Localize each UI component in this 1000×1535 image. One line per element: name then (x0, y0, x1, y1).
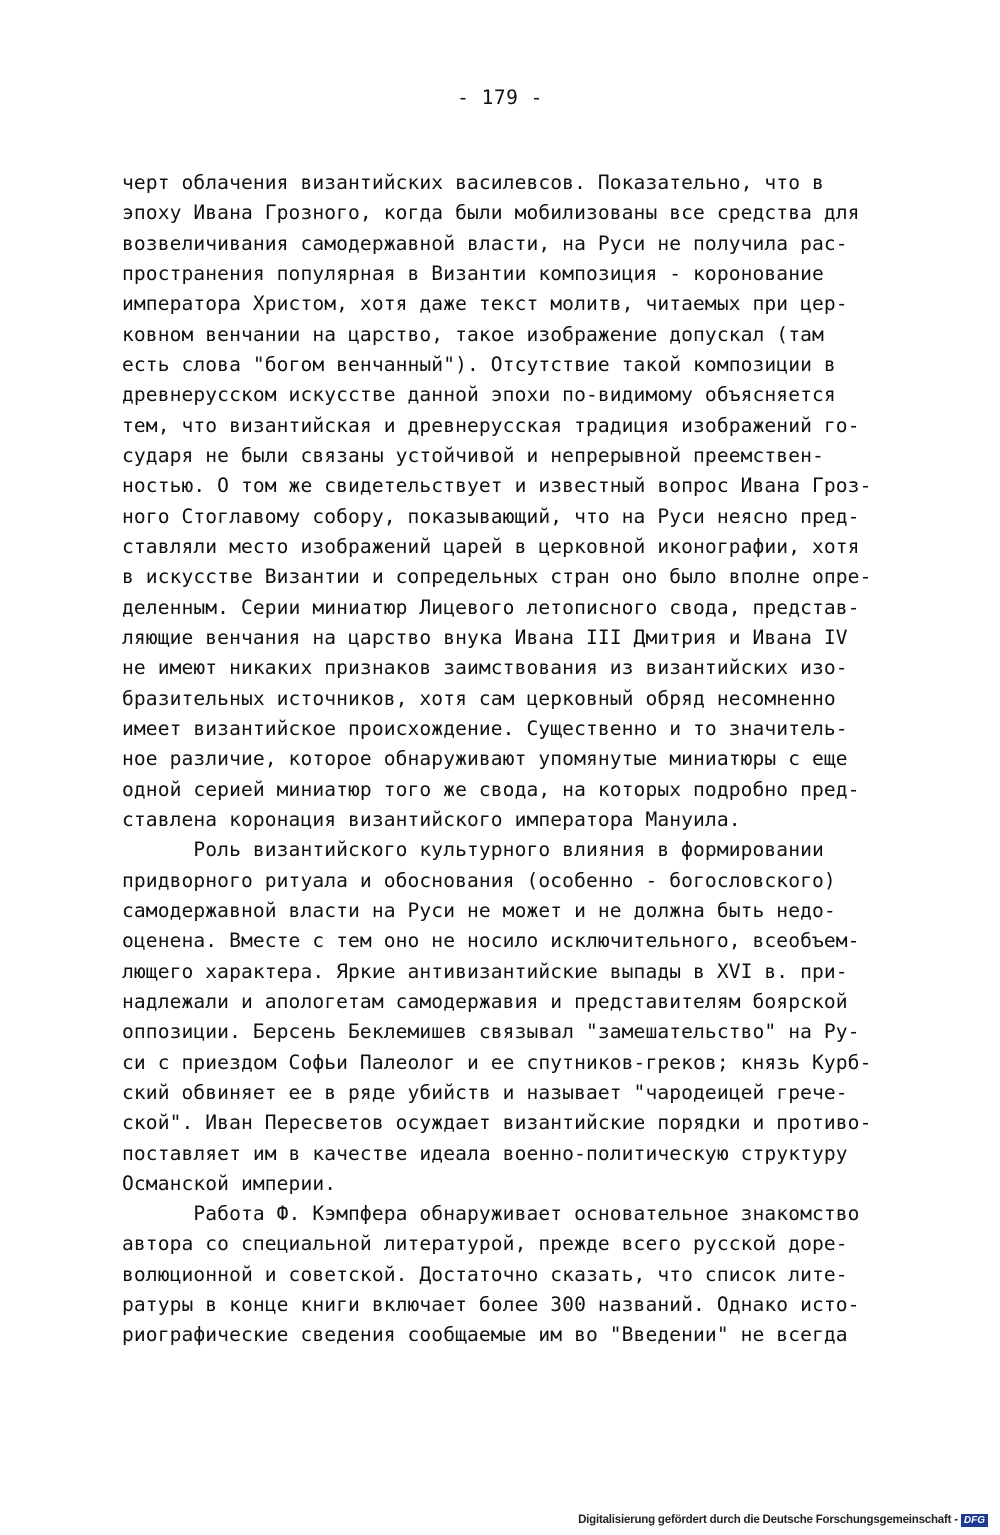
text-line: ковном венчании на царство, такое изображение допускал (там (122, 322, 824, 346)
text-line: не имеют никаких признаков заимствования из византийских изо- (122, 656, 848, 680)
text-line: черт облачения византийских василевсов. Показательно, что в (122, 171, 824, 194)
text-line: ской". Иван Пересветов осуждает византийские порядки и противо- (122, 1111, 872, 1135)
text-line: поставляет им в качестве идеала военно-политическую структуру (122, 1141, 848, 1165)
text-line: оппозиции. Берсень Беклемишев связывал "замешательство" на Ру- (122, 1020, 860, 1044)
text-line: лющего характера. Яркие антивизантийские выпады в XVI в. при- (122, 959, 848, 983)
text-line: придворного ритуала и обоснования (особенно - богословского) (122, 868, 836, 892)
text-line: риографические сведения сообщаемые им во "Введении" не всегда (122, 1323, 848, 1347)
page-number: - 179 - (457, 86, 543, 109)
text-line: имеет византийское происхождение. Существенно и то значитель- (122, 716, 848, 740)
text-line: си с приездом Софьи Палеолог и ее спутников-греков; князь Курб- (122, 1050, 872, 1074)
text-line: самодержавной власти на Руси не может и не должна быть недо- (122, 898, 836, 922)
text-line: ное различие, которое обнаруживают упомянутые миниатюры с еще (122, 747, 848, 771)
text-line: тем, что византийская и древнерусская традиция изображений го- (122, 413, 860, 437)
text-line: волюционной и советской. Достаточно сказать, что список лите- (122, 1262, 848, 1286)
text-line: Роль византийского культурного влияния в формировании (122, 838, 824, 862)
text-line: ставлена коронация византийского императора Мануила. (122, 807, 741, 831)
text-line: ного Стоглавому собору, показывающий, что на Руси неясно пред- (122, 504, 860, 528)
text-line: автора со специальной литературой, прежде всего русской доре- (122, 1232, 848, 1256)
text-line: ратуры в конце книги включает более 300 названий. Однако исто- (122, 1293, 860, 1317)
text-line: древнерусском искусстве данной эпохи по-видимому объясняется (122, 383, 836, 407)
footer-text: Digitalisierung gefördert durch die Deutsche Forschungsgemeinschaft - (578, 1514, 958, 1526)
text-line: эпоху Ивана Грозного, когда были мобилизованы все средства для (122, 201, 860, 225)
text-line: оценена. Вместе с тем оно не носило исключительного, всеобъем- (122, 929, 860, 953)
text-line: ляющие венчания на царство внука Ивана III Дмитрия и Ивана IV (122, 625, 848, 649)
dfg-logo-icon: DFG (961, 1514, 988, 1527)
text-line: одной серией миниатюр того же свода, на которых подробно пред- (122, 777, 860, 801)
digitization-footer (578, 1511, 988, 1529)
text-line: пространения популярная в Византии композиция - коронование (122, 261, 824, 285)
text-line: императора Христом, хотя даже текст молитв, читаемых при цер- (122, 292, 848, 316)
text-line: деленным. Серии миниатюр Лицевого летописного свода, представ- (122, 595, 860, 619)
text-line: надлежали и апологетам самодержавия и представителям боярской (122, 989, 848, 1013)
text-line: бразительных источников, хотя сам церковный обряд несомненно (122, 686, 836, 710)
text-line: сударя не были связаны устойчивой и непрерывной преемствен- (122, 443, 824, 467)
text-line: Османской империи. (122, 1171, 337, 1195)
text-line: в искусстве Византии и сопредельных стран оно было вполне опре- (122, 565, 872, 589)
text-line: есть слова "богом венчанный"). Отсутствие такой композиции в (122, 352, 836, 376)
text-line: ностью. О том же свидетельствует и известный вопрос Ивана Гроз- (122, 474, 872, 498)
text-line: возвеличивания самодержавной власти, на Руси не получила рас- (122, 231, 848, 255)
text-line: ский обвиняет ее в ряде убийств и называет "чародеицей грече- (122, 1080, 848, 1104)
body-text (122, 168, 902, 1351)
text-line: ставляли место изображений царей в церковной иконографии, хотя (122, 534, 860, 558)
text-line: Работа Ф. Кэмпфера обнаруживает основательное знакомство (122, 1202, 860, 1226)
